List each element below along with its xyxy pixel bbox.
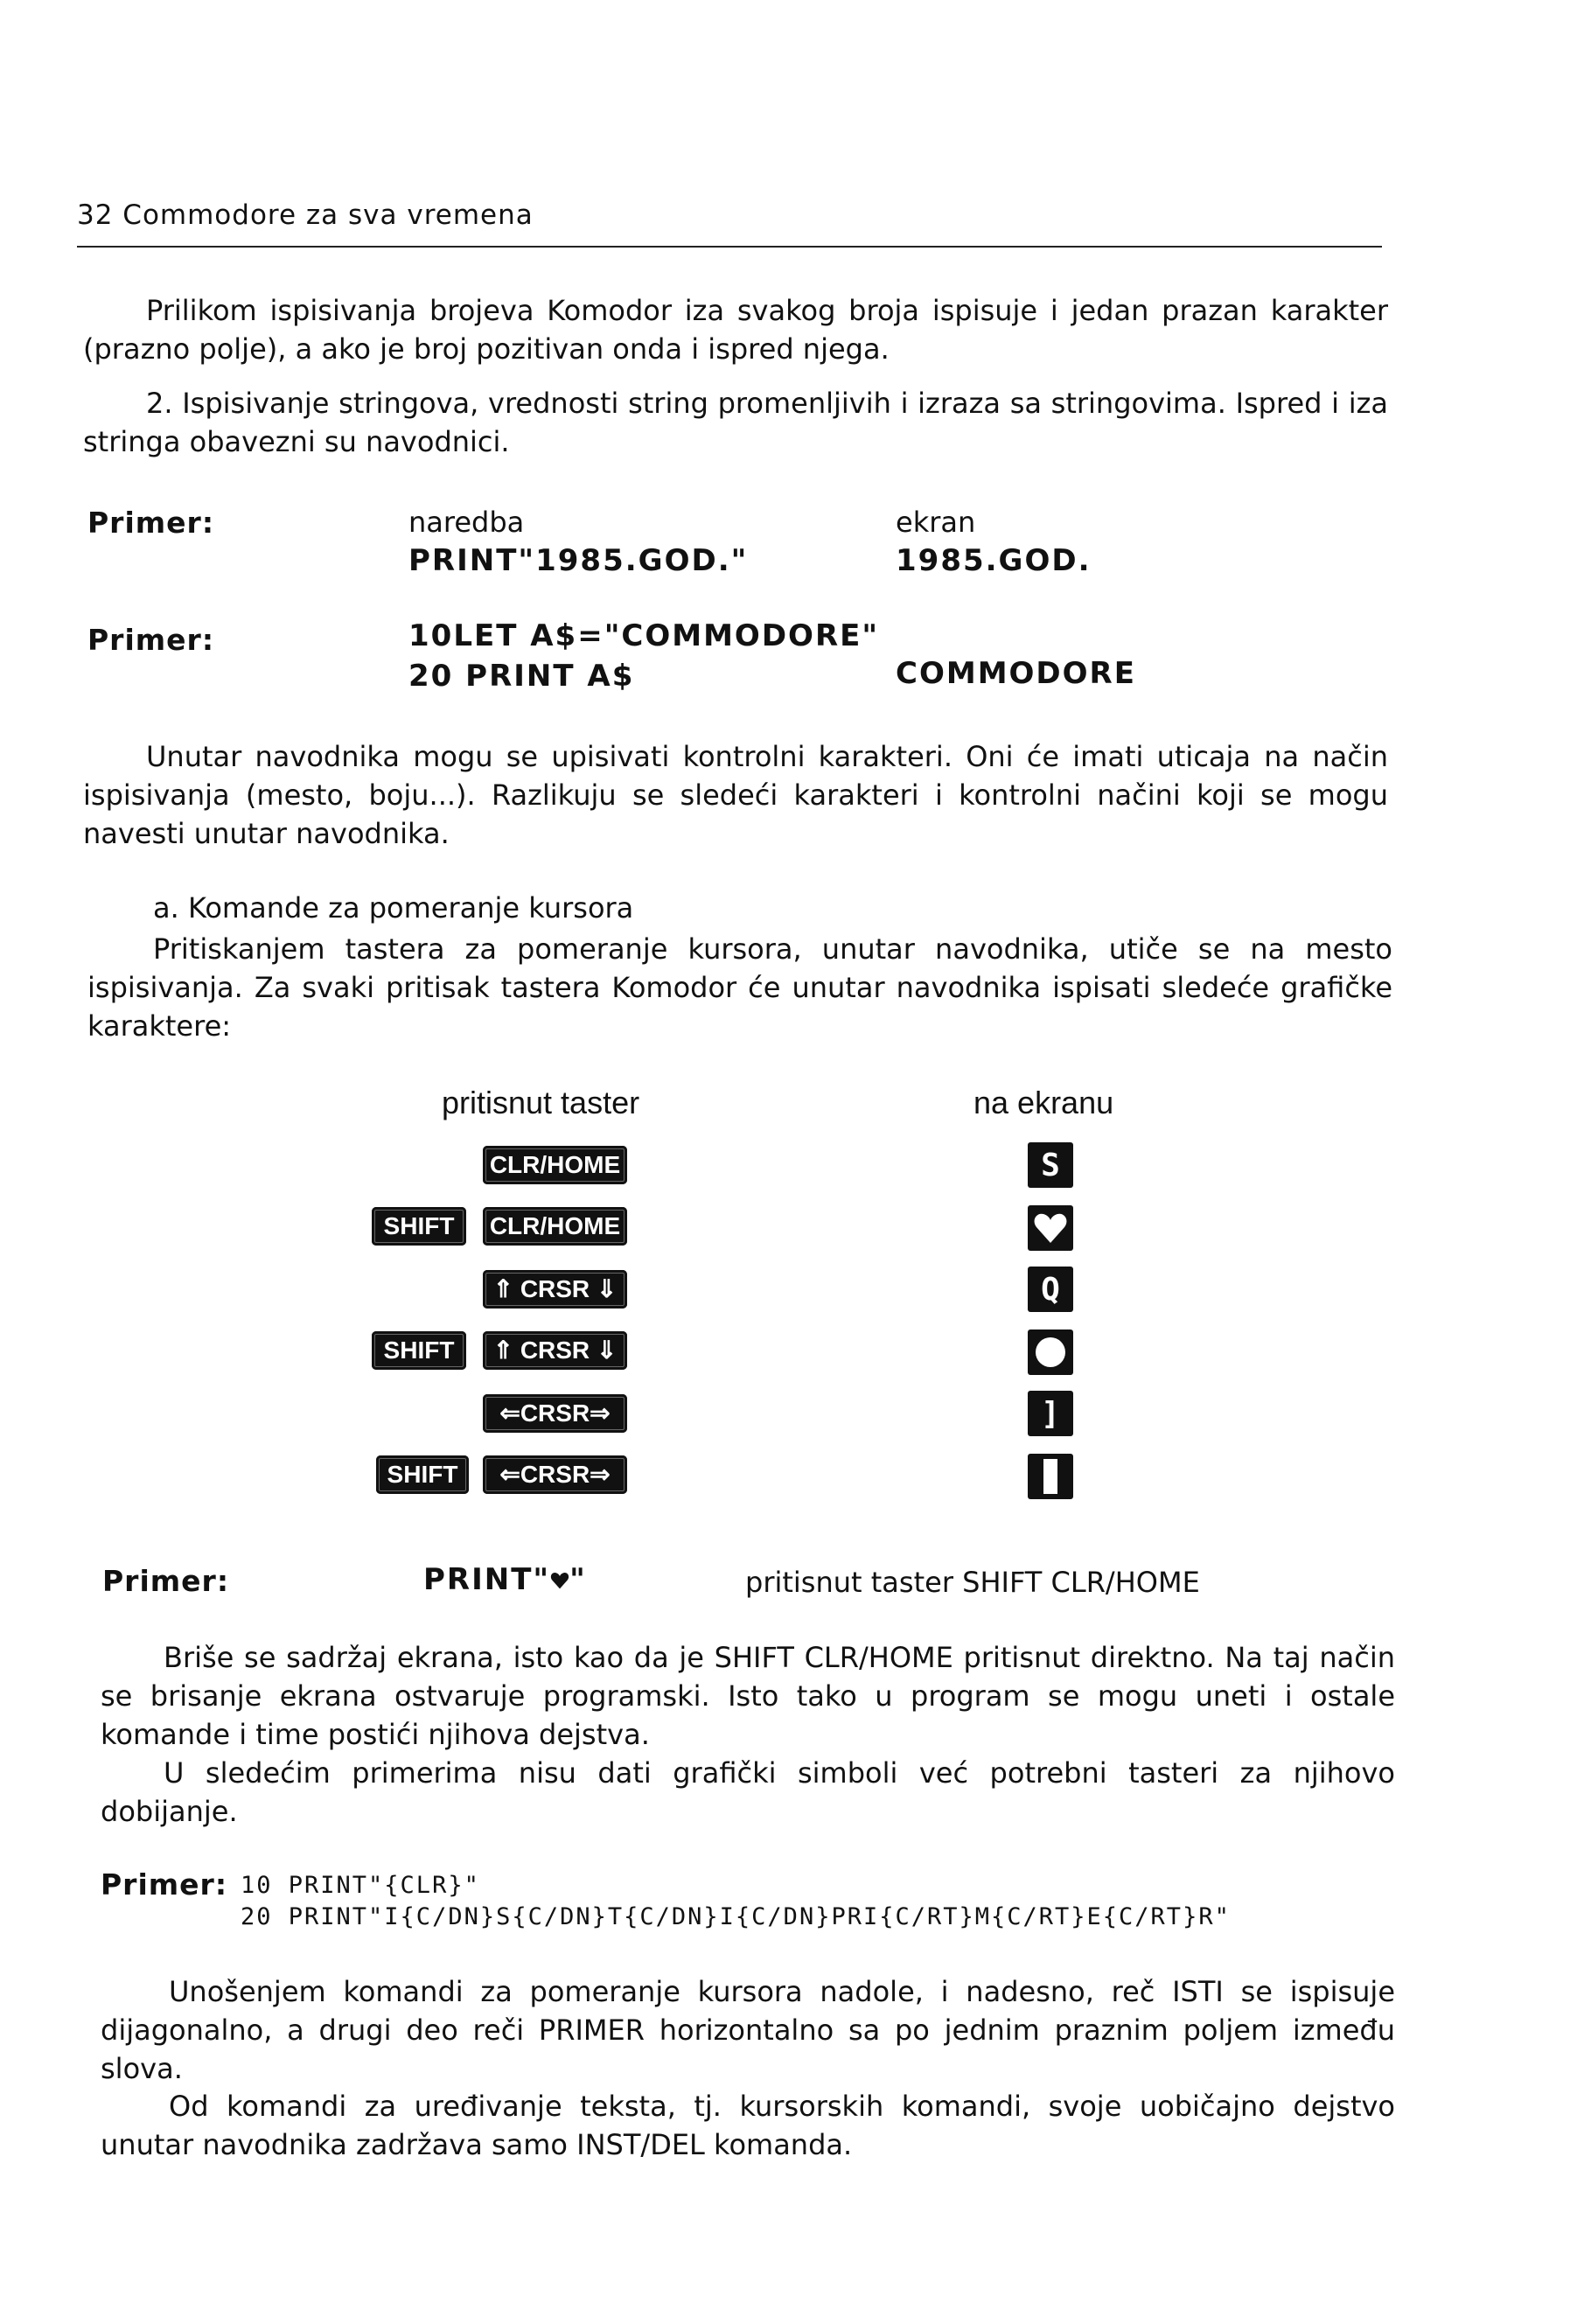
key-shift: SHIFT (372, 1331, 466, 1370)
example-3-note: pritisnut taster SHIFT CLR/HOME (745, 1566, 1200, 1599)
key-crsr-up-down: ⇑ CRSR ⇓ (483, 1331, 627, 1370)
header-rule (77, 246, 1382, 248)
circle-icon (1028, 1329, 1073, 1375)
paragraph-4: Pritiskanjem tastera za pomeranje kursora, unutar navodnika, utiče se na mesto ispisivanja. Za svaki pritisak tastera Komodor će unutar navodnika ispisati sledeće grafičke karaktere: (87, 932, 1392, 1043)
example-1-col-command: naredba (408, 506, 525, 539)
key-crsr-left-right: ⇐CRSR⇒ (483, 1394, 627, 1433)
key-shift: SHIFT (376, 1455, 469, 1494)
paragraph-8: Od komandi za uređivanje teksta, tj. kursorskih komandi, svoje uobičajno dejstvo unutar navodnika zadržava samo INST/DEL komanda. (101, 2090, 1395, 2161)
heart-icon (550, 1562, 569, 1597)
key-table-head-screen: na ekranu (973, 1085, 1114, 1120)
paragraph-2: 2. Ispisivanje stringova, vrednosti string promenljivih i izraza sa stringovima. Ispred i iza stringa obavezni su navodnici. (83, 387, 1388, 458)
example-2-line-1: 10LET A$="COMMODORE" (408, 618, 880, 653)
screen-glyph-s: S (1028, 1142, 1073, 1188)
screen-glyph-q: Q (1028, 1267, 1073, 1312)
example-3-label: Primer: (102, 1564, 230, 1598)
example-2-result: COMMODORE (896, 656, 1136, 691)
paragraph-5: Briše se sadržaj ekrana, isto kao da je SHIFT CLR/HOME pritisnut direktno. Na taj način se brisanje ekrana ostvaruje programski. Isto tako u program se mogu uneti i ostale komande i time postići njihova dejstva. (101, 1641, 1395, 1751)
code-line-2: 20 PRINT"I{C/DN}S{C/DN}T{C/DN}I{C/DN}PRI{C/RT}M{C/RT}E{C/RT}R" (241, 1903, 1231, 1930)
paragraph-1: Prilikom ispisivanja brojeva Komodor iza svakog broja ispisuje i jedan prazan karakter (prazno polje), a ako je broj pozitivan onda i ispred njega. (83, 294, 1388, 366)
example-2-line-2: 20 PRINT A$ (408, 659, 635, 694)
example-1-command: PRINT"1985.GOD." (408, 543, 749, 578)
running-head: 32 Commodore za sva vremena (77, 199, 534, 231)
heart-icon (1028, 1205, 1073, 1251)
key-crsr-up-down: ⇑ CRSR ⇓ (483, 1270, 627, 1309)
example-1-label: Primer: (87, 506, 215, 540)
key-clr-home: CLR/HOME (483, 1146, 627, 1184)
screen-glyph-bracket: ] (1028, 1391, 1073, 1436)
paragraph-7: Unošenjem komandi za pomeranje kursora nadole, i nadesno, reč ISTI se ispisuje dijagonalno, a drugi deo reči PRIMER horizontalno sa po jednim praznim poljem između slova. (101, 1975, 1395, 2085)
example-1-col-screen: ekran (896, 506, 976, 539)
key-table-head-keys: pritisnut taster (442, 1085, 640, 1120)
key-crsr-left-right: ⇐CRSR⇒ (483, 1455, 627, 1494)
key-clr-home: CLR/HOME (483, 1207, 627, 1246)
example-1-result: 1985.GOD. (896, 543, 1092, 578)
example-3-command: PRINT" " (423, 1562, 587, 1597)
paragraph-6: U sledećim primerima nisu dati grafički simboli već potrebni tasteri za njihovo dobijanje. (101, 1756, 1395, 1828)
bar-icon (1028, 1454, 1073, 1499)
code-line-1: 10 PRINT"{CLR}" (241, 1872, 480, 1899)
example-4-label: Primer: (101, 1867, 228, 1902)
example-2-label: Primer: (87, 623, 215, 657)
paragraph-3: Unutar navodnika mogu se upisivati kontrolni karakteri. Oni će imati uticaja na način ispisivanja (mesto, boju...). Razlikuju se sledeći karakteri i kontrolni načini koji se mogu navesti unutar navodnika. (83, 740, 1388, 850)
section-a-title: a. Komande za pomeranje kursora (153, 891, 634, 925)
key-shift: SHIFT (372, 1207, 466, 1246)
